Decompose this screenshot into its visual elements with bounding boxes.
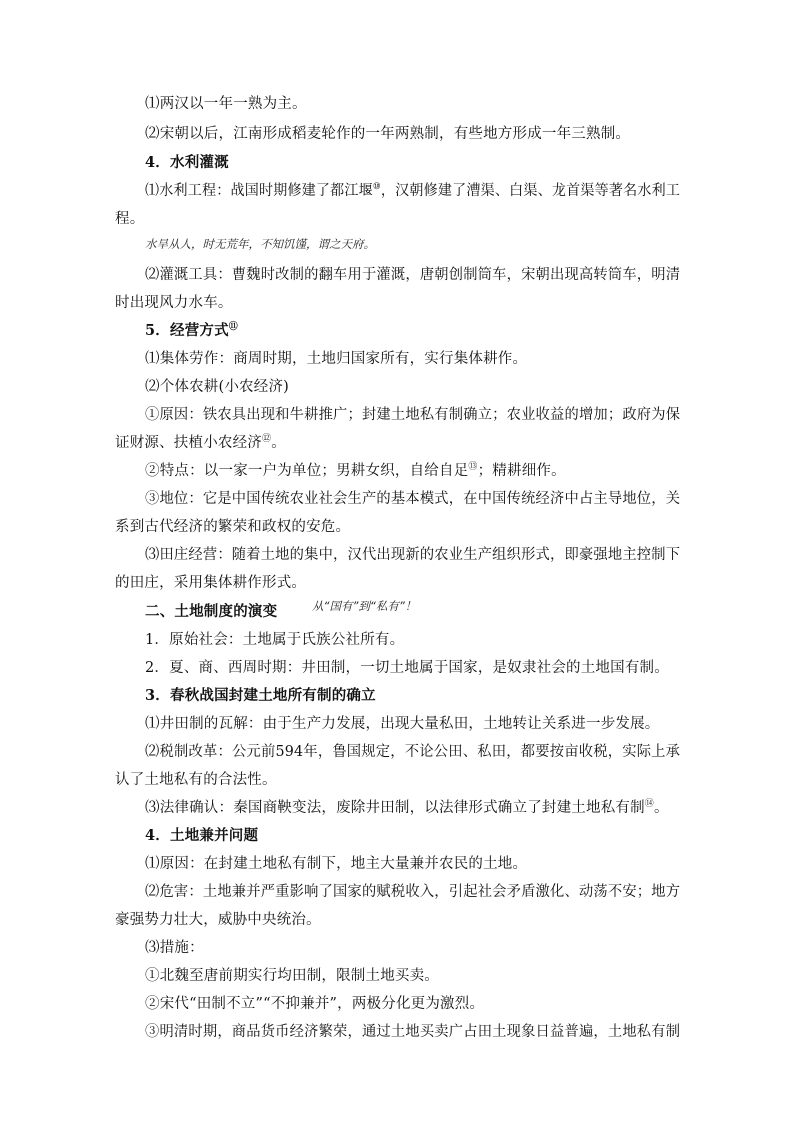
paragraph-line: ⑴原因：在封建土地私有制下，地主大量兼并农民的土地。 bbox=[145, 856, 528, 872]
paragraph-line: ②特点：以一家一户为单位；男耕女织，自给自足⑬；精耕细作。 bbox=[145, 462, 566, 479]
paragraph-line: ③明清时期，商品货币经济繁荣，通过土地买卖广占田土现象日益普遍，土地私有制 bbox=[145, 1024, 681, 1040]
paragraph-line: ⑴水利工程：战国时期修建了都江堰⑩，汉朝修建了漕渠、白渠、龙首渠等著名水利工 bbox=[145, 182, 681, 199]
paragraph-line: ⑶措施： bbox=[145, 940, 204, 956]
paragraph-line: 程。 bbox=[115, 211, 145, 227]
section-heading: 4．水利灌溉 bbox=[145, 154, 229, 171]
paragraph-line: 的田庄，采用集体耕作形式。 bbox=[115, 575, 307, 591]
paragraph-line: 1．原始社会：土地属于氏族公社所有。 bbox=[145, 632, 405, 648]
section-heading: 3．春秋战国封建土地所有制的确立 bbox=[145, 687, 376, 704]
paragraph-line: ③地位：它是中国传统农业社会生产的基本模式，在中国传统经济中占主导地位，关 bbox=[145, 491, 681, 507]
paragraph-line: ⑴两汉以一年一熟为主。 bbox=[145, 96, 307, 112]
paragraph-line: ⑶田庄经营：随着土地的集中，汉代出现新的农业生产组织形式，即豪强地主控制下 bbox=[145, 547, 681, 563]
section-heading: 4．土地兼并问题 bbox=[145, 827, 259, 844]
note-mark: ⑬ bbox=[468, 462, 478, 473]
paragraph-line: ⑵宋朝以后，江南形成稻麦轮作的一年两熟制，有些地方形成一年三熟制。 bbox=[145, 126, 631, 142]
paragraph-line: ⑵危害：土地兼并严重影响了国家的赋税收入，引起社会矛盾激化、动荡不安；地方 bbox=[145, 884, 681, 900]
note-mark: ⑩ bbox=[372, 182, 381, 193]
paragraph-line: ⑵个体农耕(小农经济) bbox=[145, 379, 290, 395]
section-heading: 二、土地制度的演变 bbox=[145, 603, 278, 620]
paragraph-line: ⑶法律确认：秦国商鞅变法，废除井田制，以法律形式确立了封建土地私有制⑭。 bbox=[145, 799, 669, 816]
handwritten-annotation: 从“国有”到“私有”！ bbox=[312, 599, 417, 613]
paragraph-line: ⑵灌溉工具：曹魏时改制的翻车用于灌溉，唐朝创制筒车，宋朝出现高转筒车，明清 bbox=[145, 267, 681, 283]
paragraph-line: 2．夏、商、西周时期：井田制，一切土地属于国家，是奴隶社会的土地国有制。 bbox=[145, 660, 669, 676]
note-mark: ⑭ bbox=[644, 799, 654, 810]
paragraph-line: 时出现风力水车。 bbox=[115, 295, 233, 311]
paragraph-line: ⑴集体劳作：商周时期，土地归国家所有，实行集体耕作。 bbox=[145, 351, 528, 367]
paragraph-line: 豪强势力壮大，威胁中央统治。 bbox=[115, 912, 321, 928]
note-mark: ⑫ bbox=[262, 434, 272, 445]
paragraph-line: 系到古代经济的繁荣和政权的安危。 bbox=[115, 519, 351, 535]
note-mark: ⑪ bbox=[228, 322, 238, 333]
paragraph-line: ②宋代“田制不立”“不抑兼并”，两极分化更为激烈。 bbox=[145, 996, 485, 1012]
section-heading: 5．经营方式⑪ bbox=[145, 322, 238, 339]
paragraph-line: 证财源、扶植小农经济⑫。 bbox=[115, 434, 286, 451]
paragraph-line: ①北魏至唐前期实行均田制，限制土地买卖。 bbox=[145, 968, 439, 984]
paragraph-line: ⑵税制改革：公元前594年，鲁国规定，不论公田、私田，都要按亩收税，实际上承 bbox=[145, 744, 681, 760]
handwritten-annotation: 水旱从人，时无荒年，不知饥馑，谓之天府。 bbox=[145, 237, 375, 251]
paragraph-line: ⑴井田制的瓦解：由于生产力发展，出现大量私田，土地转让关系进一步发展。 bbox=[145, 716, 660, 732]
paragraph-line: 认了土地私有的合法性。 bbox=[115, 772, 277, 788]
paragraph-line: ①原因：铁农具出现和牛耕推广；封建土地私有制确立；农业收益的增加；政府为保 bbox=[145, 407, 681, 423]
